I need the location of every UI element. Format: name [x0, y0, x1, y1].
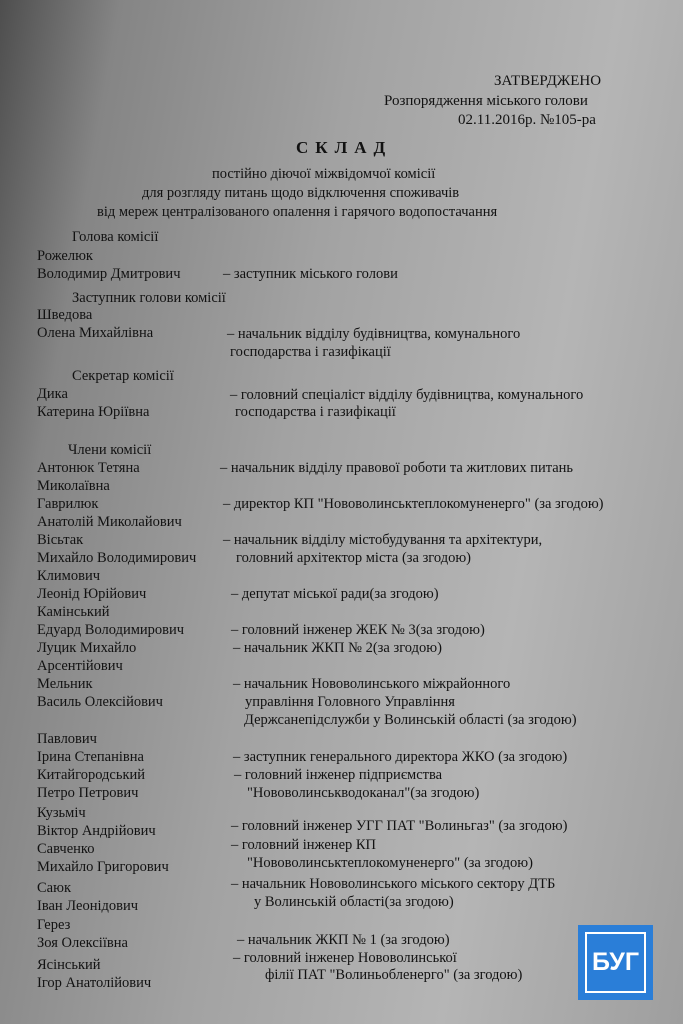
member-name: Мельник: [37, 676, 93, 692]
chair-name: Володимир Дмитрович: [37, 266, 181, 282]
member-name: Віктор Андрійович: [37, 823, 156, 839]
deputy-position-1: – начальник відділу будівництва, комунального: [227, 326, 521, 342]
member-name: Анатолій Миколайович: [37, 514, 182, 530]
secretary-position-1: – головний спеціаліст відділу будівництва, комунального: [230, 387, 584, 403]
deputy-name: Олена Михайлівна: [37, 325, 154, 341]
title-line-2: для розгляду питань щодо відключення споживачів: [142, 185, 460, 201]
document-title: СКЛАД: [296, 138, 393, 157]
member-name: Вісьтак: [37, 532, 84, 548]
section-members-label: Члени комісії: [68, 442, 152, 458]
member-position: Держсанепідслужби у Волинській області (за згодою): [244, 712, 577, 728]
bug-logo: [578, 925, 653, 1000]
member-name: Камінський: [37, 604, 110, 620]
title-line-3: від мереж централізованого опалення і гарячого водопостачання: [97, 204, 498, 220]
member-position: – начальник Нововолинського міського сектору ДТБ: [231, 876, 556, 892]
member-name: Едуард Володимирович: [37, 622, 185, 638]
decree-line: Розпорядження міського голови: [384, 93, 588, 109]
member-position: – начальник ЖКП № 1 (за згодою): [237, 932, 450, 948]
chair-surname: Рожелюк: [37, 248, 93, 264]
member-name: Ясінський: [37, 957, 101, 973]
decree-date-number: 02.11.2016р. №105-ра: [458, 112, 596, 128]
member-position: – головний інженер КП: [231, 837, 377, 853]
section-deputy-label: Заступник голови комісії: [72, 290, 226, 306]
member-name: Іван Леонідович: [37, 898, 139, 914]
member-position: головний архітектор міста (за згодою): [236, 550, 472, 566]
member-position: у Волинській області(за згодою): [254, 894, 454, 910]
member-position: – головний інженер Нововолинської: [233, 950, 457, 966]
member-position: – головний інженер підприємства: [234, 767, 443, 783]
section-secretary-label: Секретар комісії: [72, 368, 174, 384]
member-name: Климович: [37, 568, 100, 584]
member-position: – заступник генерального директора ЖКО (за згодою): [233, 749, 568, 765]
member-position: – головний інженер УГГ ПАТ "Волиньгаз" (за згодою): [231, 818, 568, 834]
member-position: – начальник Нововолинського міжрайонного: [233, 676, 511, 692]
member-name: Гаврилюк: [37, 496, 99, 512]
member-position: – директор КП "Нововолинськтеплокомуненерго" (за згодою): [223, 496, 604, 512]
member-position: філії ПАТ "Волиньобленерго" (за згодою): [265, 967, 523, 983]
member-name: Китайгородський: [37, 767, 146, 783]
member-position: "Нововолинськводоканал"(за згодою): [247, 785, 480, 801]
member-position: "Нововолинськтеплокомуненерго" (за згодою): [247, 855, 533, 871]
chair-position: – заступник міського голови: [223, 266, 398, 282]
member-name: Савченко: [37, 841, 95, 857]
approved-stamp: ЗАТВЕРДЖЕНО: [494, 73, 602, 89]
member-name: Луцик Михайло: [37, 640, 137, 656]
member-position: – головний інженер ЖЕК № 3(за згодою): [231, 622, 485, 638]
member-position: – начальник відділу правової роботи та житлових питань: [220, 460, 574, 476]
member-name: Кузьміч: [37, 805, 86, 821]
section-head-label: Голова комісії: [72, 229, 159, 245]
member-name: Ірина Степанівна: [37, 749, 144, 765]
member-name: Ігор Анатолійович: [37, 975, 152, 991]
member-name: Арсентійович: [37, 658, 123, 674]
secretary-position-2: господарства і газифікації: [235, 404, 396, 420]
member-position: управління Головного Управління: [245, 694, 455, 710]
deputy-position-2: господарства і газифікації: [230, 344, 391, 360]
member-position: – начальник ЖКП № 2(за згодою): [233, 640, 442, 656]
member-position: – начальник відділу містобудування та архітектури,: [223, 532, 543, 548]
member-name: Зоя Олексіївна: [37, 935, 128, 951]
logo-text: БУГ: [591, 948, 640, 976]
member-position: – депутат міської ради(за згодою): [231, 586, 439, 602]
member-name: Петро Петрович: [37, 785, 139, 801]
member-name: Павлович: [37, 731, 97, 747]
deputy-surname: Шведова: [37, 307, 93, 323]
member-name: Герез: [37, 917, 71, 933]
title-line-1: постійно діючої міжвідомчої комісії: [212, 166, 436, 182]
member-name: Антонюк Тетяна: [37, 460, 140, 476]
secretary-surname: Дика: [37, 386, 68, 402]
member-name: Леонід Юрійович: [37, 586, 147, 602]
secretary-name: Катерина Юріївна: [37, 404, 150, 420]
member-name: Василь Олексійович: [37, 694, 163, 710]
member-name: Михайло Григорович: [37, 859, 169, 875]
member-name: Михайло Володимирович: [37, 550, 197, 566]
member-name: Саюк: [37, 880, 71, 896]
member-name: Миколаївна: [37, 478, 110, 494]
